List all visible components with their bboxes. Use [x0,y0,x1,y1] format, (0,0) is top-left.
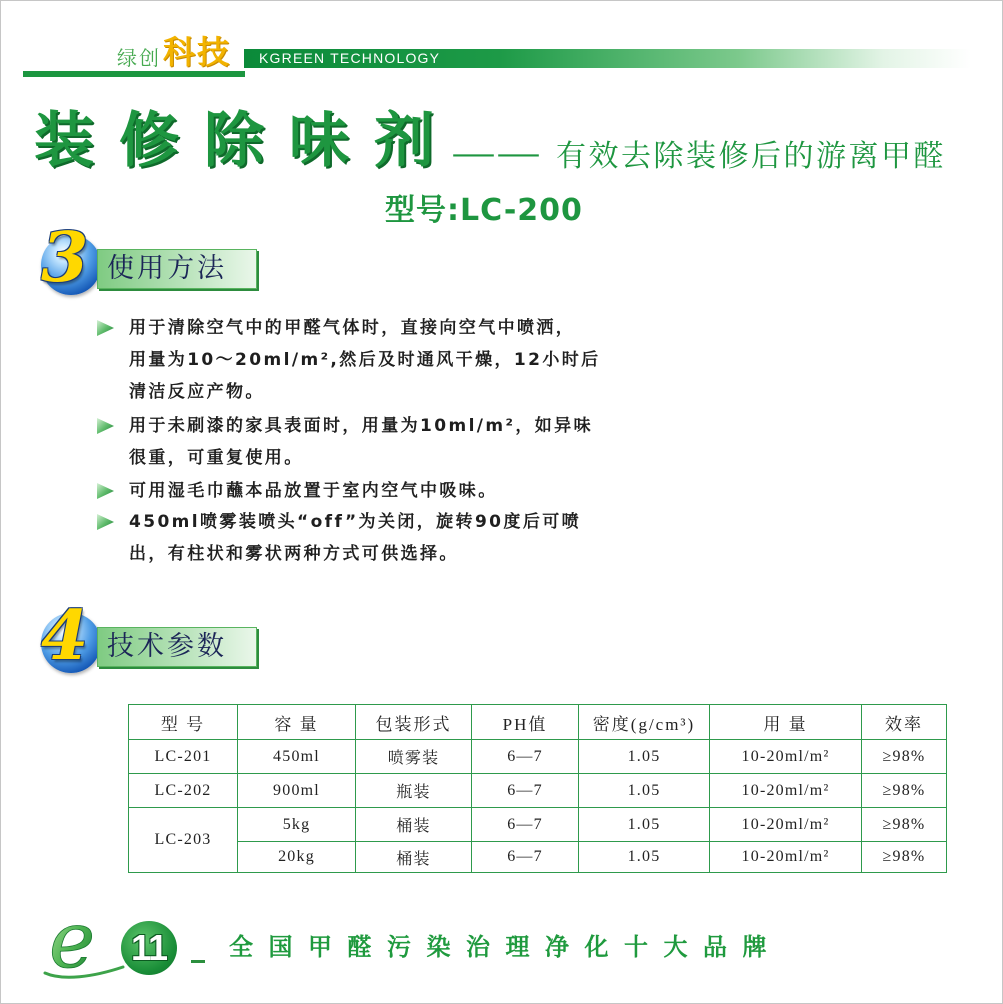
title-dash: —— [451,137,541,172]
section-number: 3 [41,218,89,298]
column-header-package: 包装形式 [356,705,472,740]
triangle-right-icon [97,418,114,434]
package-cell: 瓶装 [356,774,472,808]
text-line: 用于未刷漆的家具表面时，用量为10ml/m²，如异味 [129,416,593,436]
section-heading-box [97,627,257,667]
footer-slogan: 全国甲醛污染治理净化十大品牌 [229,932,782,961]
model-cell: LC-203 [129,808,238,873]
package-cell: 喷雾装 [356,740,472,774]
density-cell: 1.05 [579,774,710,808]
brand-name-bold: 科技 [163,33,232,71]
triangle-right-icon [97,320,114,336]
table-row [129,808,947,842]
footer-logo-e [41,907,125,981]
density-cell: 1.05 [579,740,710,774]
text-line: 出，有柱状和雾状两种方式可供选择。 [129,544,459,564]
list-item-text [129,475,498,507]
dosage-cell: 10-20ml/m² [710,774,862,808]
efficiency-cell: ≥98% [862,808,947,842]
dosage-cell: 10-20ml/m² [710,808,862,842]
list-item-text [129,312,601,408]
column-header-dosage: 用 量 [710,705,862,740]
list-item-text [129,506,581,570]
ph-cell: 6—7 [472,740,579,774]
header-banner [244,49,971,68]
header-underline [23,71,245,77]
density-cell: 1.05 [579,842,710,873]
product-subtitle: 有效去除装修后的游离甲醛 [556,139,946,174]
capacity-cell: 5kg [238,808,356,842]
ph-cell: 6—7 [472,842,579,873]
column-header-model: 型 号 [129,705,238,740]
capacity-cell: 20kg [238,842,356,873]
list-item-text [129,410,593,474]
logo-letter: e [49,907,96,981]
model-cell: LC-202 [129,774,238,808]
section-heading: 使用方法 [107,253,227,284]
text-line: 450ml喷雾装喷头“off”为关闭，旋转90度后可喷 [129,512,582,532]
efficiency-cell: ≥98% [862,842,947,873]
product-title: 装修除味剂 [34,106,459,176]
table-row [129,842,947,873]
column-header-capacity: 容 量 [238,705,356,740]
section-header-usage [1,218,301,301]
product-model: 型号:LC-200 [385,193,583,228]
page-number: 11 [130,927,168,968]
column-header-efficiency: 效率 [862,705,947,740]
brand-name-english: KGREEN TECHNOLOGY [259,50,441,66]
efficiency-cell: ≥98% [862,774,947,808]
page-number-badge [121,921,177,975]
column-header-ph: PH值 [472,705,579,740]
section-number: 4 [41,596,89,676]
triangle-right-icon [97,514,114,530]
capacity-cell: 450ml [238,740,356,774]
section-heading: 技术参数 [107,631,227,662]
package-cell: 桶装 [356,842,472,873]
triangle-right-icon [97,483,114,499]
text-line: 可用湿毛巾蘸本品放置于室内空气中吸味。 [129,481,498,501]
table-row [129,740,947,774]
ph-cell: 6—7 [472,774,579,808]
spec-table [128,704,947,873]
text-line: 用于清除空气中的甲醛气体时，直接向空气中喷洒， [129,318,576,338]
package-cell: 桶装 [356,808,472,842]
capacity-cell: 900ml [238,774,356,808]
section-heading-box [97,249,257,289]
text-line: 很重，可重复使用。 [129,448,304,468]
text-line: 清洁反应产物。 [129,382,265,402]
table-row [129,774,947,808]
model-cell: LC-201 [129,740,238,774]
density-cell: 1.05 [579,808,710,842]
section-header-specs [1,596,301,679]
dosage-cell: 10-20ml/m² [710,842,862,873]
footer-divider [191,960,205,963]
dosage-cell: 10-20ml/m² [710,740,862,774]
ph-cell: 6—7 [472,808,579,842]
brand-name-light: 绿创 [117,46,161,70]
table-header-row [129,705,947,740]
text-line: 用量为10～20ml/m²,然后及时通风干燥，12小时后 [129,350,601,370]
column-header-density: 密度(g/cm³) [579,705,710,740]
efficiency-cell: ≥98% [862,740,947,774]
